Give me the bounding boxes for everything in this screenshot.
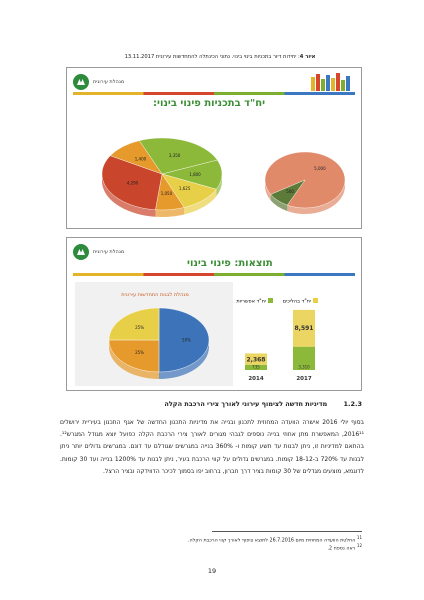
bar-label-in-process-2017: 3,310 xyxy=(298,364,310,370)
legend-swatch-yellow xyxy=(313,298,318,303)
page-number: 19 xyxy=(207,567,217,575)
bar-label-possible-2014: 2,368 xyxy=(246,356,266,364)
pie3-label-1: 25% xyxy=(135,349,144,355)
pie1-label-3: 4,290 xyxy=(126,180,139,186)
org-name: מנהלת עירונית xyxy=(93,79,125,85)
slide-results xyxy=(66,237,362,391)
pie1-label-4: 1,400 xyxy=(134,156,147,162)
section-heading xyxy=(164,400,362,408)
bar-label-in-process-2014: 735 xyxy=(252,364,260,370)
section-title: מדיניות חדשה לצימוף עירוני לאורך צירי הרכבת הקלה xyxy=(164,400,328,408)
pie2-label-1: 500 xyxy=(286,188,294,194)
footnote-12: $^{12}$ ראה נספח 2. xyxy=(327,543,362,552)
results-charts xyxy=(67,238,361,390)
footnote-rule xyxy=(212,531,362,532)
org-name-2: מנהלת עירונית xyxy=(93,249,125,255)
pie2-label-0: 5,000 xyxy=(314,166,326,172)
figure-caption xyxy=(70,54,370,60)
pie3-label-2: 25% xyxy=(135,325,145,331)
pie1-label-2: 1,050 xyxy=(160,191,173,197)
slide-residential-units xyxy=(66,67,362,229)
pie1-label-1: 1,625 xyxy=(178,185,191,191)
bar-category-2014: 2014 xyxy=(248,376,264,382)
pie1-label-0: 1,800 xyxy=(189,171,201,177)
caption-text: : יחידות דיור בתכניות בינוי בינוי. נתוני הכינתלה להתחדשות עירונית 13.11.2017 xyxy=(124,54,300,60)
legend-item-in-process: יח"ד בהליכים xyxy=(282,298,311,305)
bar-category-2017: 2017 xyxy=(296,376,312,382)
pie3-label-0: 50% xyxy=(182,337,191,343)
slide2-title: תוצאות: פינוי בינוי xyxy=(187,258,273,269)
pie-panel-title: מנהלת לבנות התחדשות עירונית xyxy=(121,292,189,298)
footnote-11: $^{11}$ החלטת הוועדה המחוזית מיום 26.7.2016 לתוצא ציפוף לאורך קווי הרכבת הקלה. xyxy=(188,535,362,544)
legend-swatch-green xyxy=(268,298,273,303)
bar-label-possible-2017: 8,591 xyxy=(294,324,314,332)
legend-item-possible: יח"ד אפשריות xyxy=(236,298,266,305)
body-paragraph: בסוף יולי 2016 אישרה הוועדה המחוזית לתכנון ובנייה את מדיניות התכנון החדשה של אגף התכנון בעיריית ירושלים 2016¹¹, המאפשרת מתן אחוזי בנייה נוספים לגבהי מגורים לאורך צירי הרכבת הקלה כפועל יוצא מגודל המגרש¹². בהתאם למדיניות זו, ניתן לבנות עד תשע קומות ו- 360% בנייה במגרשים שגודלם עד דונם. במגרשים גדולים יותר ניתן לבנות עד 720% ב-18-12 קומות. במגרשים גדולים על קווי הרכבת בעיר, ניתן לבנות עד 1200% בנייה ועד 30 קומות. לדוגמא, מוצעים מגדלים של 30 קומות בציר דרך חברון, ברחוב יפו בסמוך לכיכר הדווידקה ובציר הרצל. xyxy=(60,419,364,475)
slide1-title: יח"ד בתכניות פינוי בינוי: xyxy=(153,98,266,109)
bar-legend xyxy=(236,298,318,305)
pie1-label-5: 3,350 xyxy=(168,153,181,159)
pie-chart-1 xyxy=(67,68,361,228)
section-number: 1.2.3 xyxy=(343,400,362,408)
caption-label: איור 4 xyxy=(299,54,316,60)
